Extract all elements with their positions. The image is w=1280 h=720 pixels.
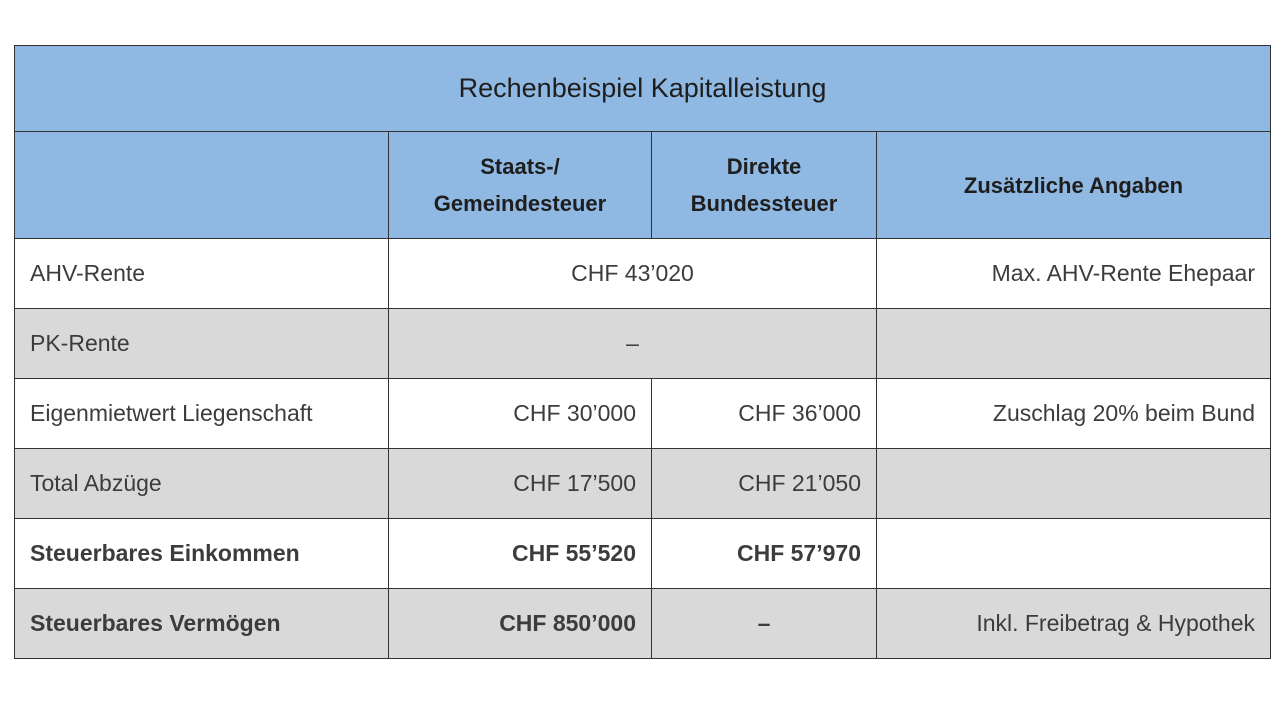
header-zusaetzliche-angaben: Zusätzliche Angaben bbox=[877, 132, 1271, 239]
row-label: AHV-Rente bbox=[15, 239, 389, 309]
header-staats-line2: Gemeindesteuer bbox=[433, 191, 607, 216]
header-staats-line1: Staats-/ bbox=[480, 154, 560, 179]
row-note: Zuschlag 20% beim Bund bbox=[877, 379, 1271, 449]
row-value-staat: CHF 850’000 bbox=[389, 589, 652, 659]
table-row-ahv-rente bbox=[15, 239, 1271, 309]
row-note: Inkl. Freibetrag & Hypothek bbox=[877, 589, 1271, 659]
row-label: Steuerbares Einkommen bbox=[15, 519, 389, 589]
row-note bbox=[877, 449, 1271, 519]
table-row-eigenmietwert bbox=[15, 379, 1271, 449]
row-merged-value: CHF 43’020 bbox=[389, 239, 877, 309]
row-note bbox=[877, 519, 1271, 589]
row-note: Max. AHV-Rente Ehepaar bbox=[877, 239, 1271, 309]
table-row-steuerbares-einkommen bbox=[15, 519, 1271, 589]
table-row-steuerbares-vermoegen bbox=[15, 589, 1271, 659]
row-label: Eigenmietwert Liegenschaft bbox=[15, 379, 389, 449]
header-empty bbox=[15, 132, 389, 239]
row-value-staat: CHF 30’000 bbox=[389, 379, 652, 449]
row-value-staat: CHF 17’500 bbox=[389, 449, 652, 519]
table-row-total-abzuege bbox=[15, 449, 1271, 519]
table-title-row bbox=[15, 46, 1271, 132]
row-label: Steuerbares Vermögen bbox=[15, 589, 389, 659]
table-row-pk-rente bbox=[15, 309, 1271, 379]
row-label: Total Abzüge bbox=[15, 449, 389, 519]
table-title: Rechenbeispiel Kapitalleistung bbox=[15, 46, 1271, 132]
row-merged-value: – bbox=[389, 309, 877, 379]
row-value-bund: – bbox=[652, 589, 877, 659]
calculation-table bbox=[14, 45, 1271, 659]
row-value-bund: CHF 57’970 bbox=[652, 519, 877, 589]
header-bund-line2: Bundessteuer bbox=[690, 191, 838, 216]
header-staats-gemeindesteuer bbox=[389, 132, 652, 239]
table-header-row bbox=[15, 132, 1271, 239]
row-value-bund: CHF 21’050 bbox=[652, 449, 877, 519]
row-value-bund: CHF 36’000 bbox=[652, 379, 877, 449]
header-direkte-bundessteuer bbox=[652, 132, 877, 239]
row-label: PK-Rente bbox=[15, 309, 389, 379]
header-bund-line1: Direkte bbox=[726, 154, 802, 179]
row-value-staat: CHF 55’520 bbox=[389, 519, 652, 589]
row-note bbox=[877, 309, 1271, 379]
